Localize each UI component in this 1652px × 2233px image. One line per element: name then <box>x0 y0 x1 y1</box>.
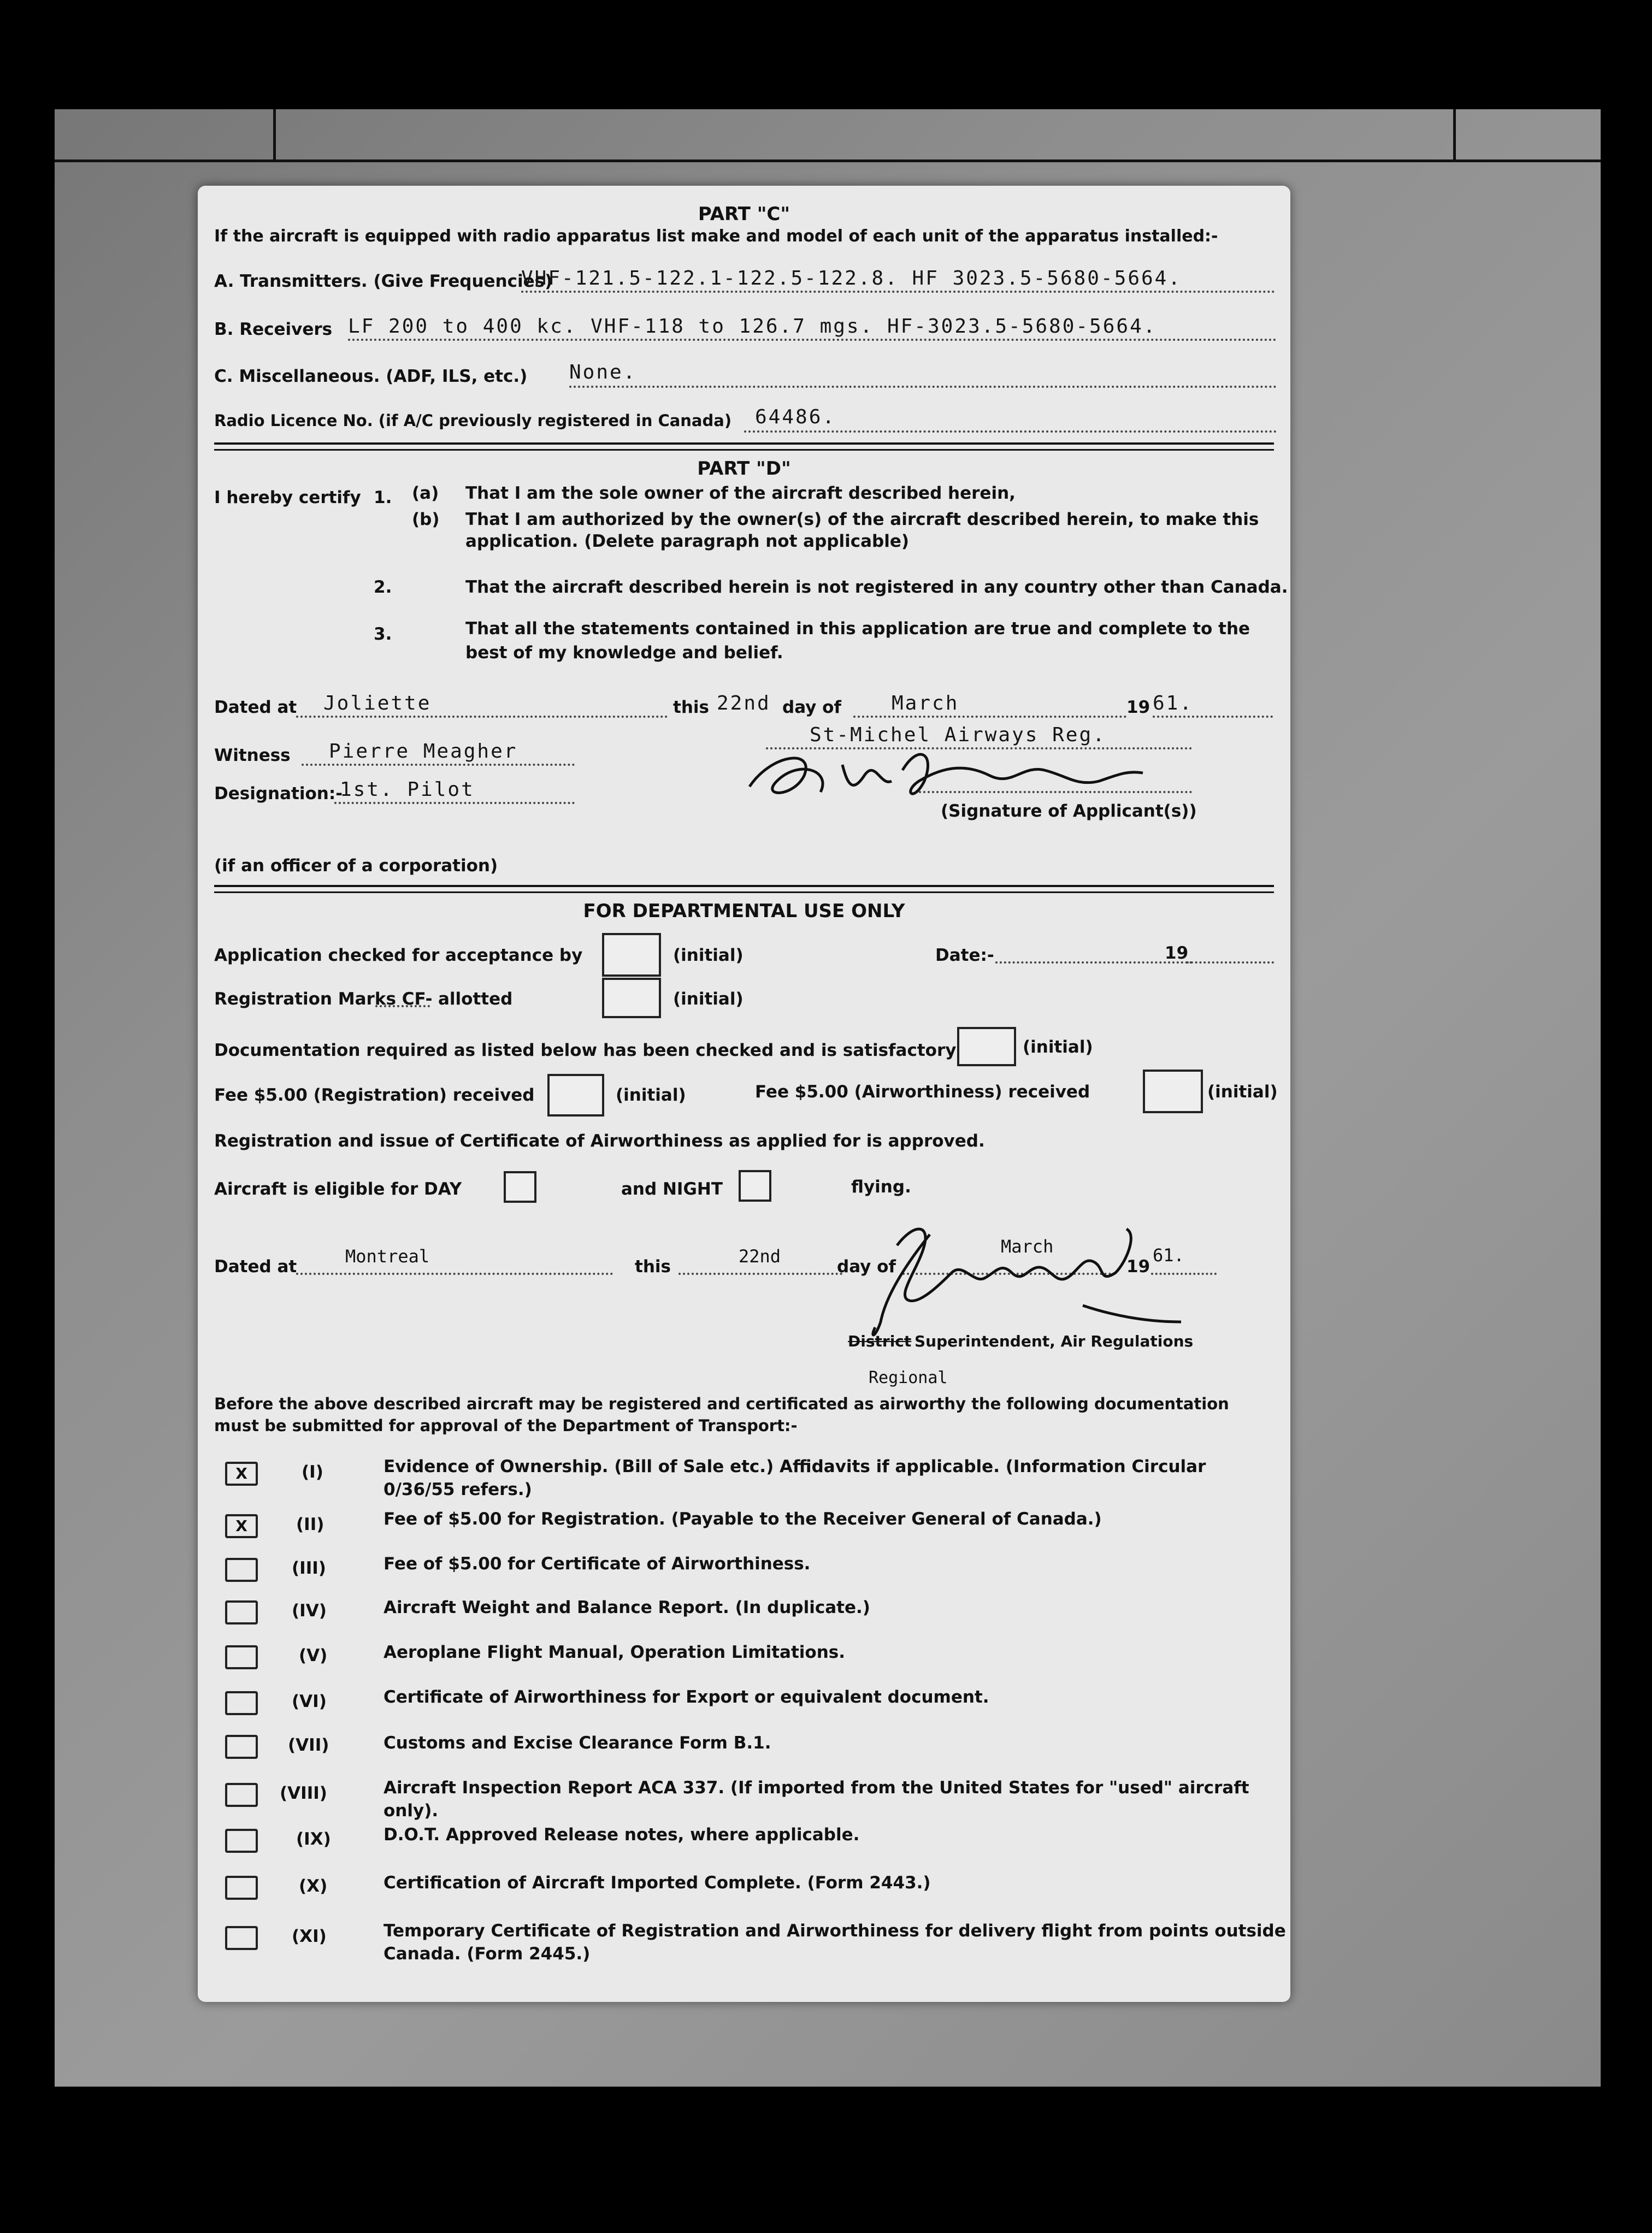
requirement-number: (VIII) <box>280 1783 327 1803</box>
dept-year-prefix: 19 <box>1126 1257 1150 1277</box>
receivers-line <box>348 339 1277 341</box>
requirement-text: Aircraft Inspection Report ACA 337. (If imported from the United States for "used" aircraft <box>384 1778 1249 1798</box>
requirement-text: Certification of Aircraft Imported Complete. (Form 2443.) <box>384 1873 931 1893</box>
item-3-text-cont: best of my knowledge and belief. <box>465 643 783 663</box>
requirement-text: Certificate of Airworthiness for Export or equivalent document. <box>384 1687 989 1707</box>
signature-line <box>919 791 1192 793</box>
dept-day-of-label: day of <box>837 1257 896 1277</box>
requirement-number: (VI) <box>292 1692 327 1711</box>
transmitters-value: VHF-121.5-122.1-122.5-122.8. HF 3023.5-5680-5664. <box>521 267 1182 290</box>
fee-airworthiness-initial-box[interactable] <box>1143 1070 1203 1113</box>
section-divider <box>214 449 1274 451</box>
requirement-checkbox[interactable] <box>225 1462 258 1486</box>
checked-label: Application checked for acceptance by <box>214 946 583 965</box>
requirement-checkbox[interactable] <box>225 1514 258 1538</box>
witness-line <box>302 764 575 766</box>
part-c-intro: If the aircraft is equipped with radio apparatus list make and model of each unit of the apparatus installed:- <box>214 227 1218 246</box>
requirement-text-cont: 0/36/55 refers.) <box>384 1480 532 1499</box>
requirement-number: (I) <box>302 1462 323 1482</box>
marks-line <box>375 1005 430 1007</box>
fee-registration-label: Fee $5.00 (Registration) received <box>214 1085 535 1105</box>
requirement-text: Fee of $5.00 for Certificate of Airworthiness. <box>384 1554 811 1574</box>
receivers-value: LF 200 to 400 kc. VHF-118 to 126.7 mgs. HF-3023.5-5680-5664. <box>348 315 1157 338</box>
requirement-number: (X) <box>299 1876 328 1896</box>
requirement-checkbox[interactable] <box>225 1691 258 1715</box>
date-line <box>995 961 1192 964</box>
documentation-initial-box[interactable] <box>957 1027 1016 1066</box>
requirement-text: Aeroplane Flight Manual, Operation Limitations. <box>384 1643 846 1662</box>
day-value: 22nd <box>717 692 771 714</box>
requirement-checkbox[interactable] <box>225 1876 258 1900</box>
requirement-text: Fee of $5.00 for Registration. (Payable to the Receiver General of Canada.) <box>384 1509 1102 1529</box>
requirements-intro: Before the above described aircraft may be registered and certificated as airworthy the following documentation <box>214 1395 1229 1413</box>
checked-initial-label: (initial) <box>673 946 744 965</box>
requirement-checkbox[interactable] <box>225 1558 258 1582</box>
date-year-prefix: 19 <box>1165 943 1189 963</box>
requirement-text: Customs and Excise Clearance Form B.1. <box>384 1733 771 1753</box>
item-1-marker: 1. <box>374 488 392 507</box>
requirement-checkbox[interactable] <box>225 1735 258 1759</box>
year-value: 61. <box>1153 692 1194 714</box>
departmental-heading: FOR DEPARTMENTAL USE ONLY <box>583 900 905 922</box>
requirement-text: Temporary Certificate of Registration and Airworthiness for delivery flight from points outside <box>384 1921 1286 1941</box>
dept-this-label: this <box>635 1257 671 1277</box>
this-label: this <box>673 698 709 717</box>
licence-line <box>744 430 1277 433</box>
superintendent-signature <box>744 1213 1192 1344</box>
year-line <box>1153 716 1273 718</box>
marks-label: Registration Marks CF- <box>214 989 433 1009</box>
requirement-number: (II) <box>296 1515 324 1534</box>
dept-day-value: 22nd <box>739 1246 781 1267</box>
item-b-text: That I am authorized by the owner(s) of the aircraft described herein, to make this <box>465 510 1259 529</box>
fee-airworthiness-label: Fee $5.00 (Airworthiness) received <box>755 1082 1090 1102</box>
section-divider <box>214 442 1274 445</box>
officer-note: (if an officer of a corporation) <box>214 856 498 876</box>
marks-initial-label: (initial) <box>673 989 744 1009</box>
item-a-marker: (a) <box>412 483 439 503</box>
check-mark: X <box>235 1517 247 1535</box>
microfilm-frame-border <box>55 109 1601 162</box>
application-form-page <box>198 186 1290 2002</box>
signature-label: (Signature of Applicant(s)) <box>941 801 1197 821</box>
month-line <box>853 716 1126 718</box>
eligible-night-label: and NIGHT <box>621 1179 723 1199</box>
superintendent-label: Superintendent, Air Regulations <box>914 1332 1194 1350</box>
approved-statement: Registration and issue of Certificate of Airworthiness as applied for is approved. <box>214 1131 985 1151</box>
requirement-checkbox[interactable] <box>225 1783 258 1807</box>
requirement-text: Aircraft Weight and Balance Report. (In duplicate.) <box>384 1598 870 1617</box>
designation-label: Designation:- <box>214 784 343 804</box>
transmitters-line <box>521 291 1275 293</box>
item-2-text: That the aircraft described herein is not registered in any country other than Canada. <box>465 577 1288 597</box>
fee-registration-initial-label: (initial) <box>616 1085 686 1105</box>
item-b-text-cont: application. (Delete paragraph not applicable) <box>465 531 910 551</box>
designation-line <box>334 802 575 804</box>
requirement-text: D.O.T. Approved Release notes, where applicable. <box>384 1825 860 1845</box>
designation-value: 1st. Pilot <box>340 778 475 801</box>
part-c-heading: PART "C" <box>698 203 790 225</box>
witness-value: Pierre Meagher <box>329 740 518 763</box>
dept-dated-at-line <box>296 1273 613 1275</box>
marks-allotted-label: allotted <box>438 989 513 1009</box>
requirement-text-cont: Canada. (Form 2445.) <box>384 1944 591 1964</box>
struck-word: District <box>848 1332 912 1350</box>
requirement-number: (V) <box>299 1646 328 1665</box>
licence-value: 64486. <box>755 406 836 428</box>
documentation-label: Documentation required as listed below has been checked and is satisfactory <box>214 1041 957 1060</box>
check-mark: X <box>235 1464 247 1482</box>
item-3-marker: 3. <box>374 624 392 644</box>
transmitters-label: A. Transmitters. (Give Frequencies) <box>214 271 553 291</box>
item-2-marker: 2. <box>374 577 392 597</box>
item-b-marker: (b) <box>412 510 440 529</box>
requirement-number: (VII) <box>288 1735 329 1755</box>
requirement-text-cont: only). <box>384 1801 439 1821</box>
requirement-number: (IV) <box>292 1601 327 1621</box>
fee-airworthiness-initial-label: (initial) <box>1207 1082 1278 1102</box>
requirement-checkbox[interactable] <box>225 1600 258 1624</box>
certify-label: I hereby certify <box>214 488 361 507</box>
marks-initial-box[interactable] <box>602 978 661 1018</box>
checked-initial-box[interactable] <box>602 933 661 977</box>
requirement-checkbox[interactable] <box>225 1645 258 1669</box>
dept-year-value: 61. <box>1153 1245 1184 1266</box>
requirements-intro-cont: must be submitted for approval of the Department of Transport:- <box>214 1416 798 1435</box>
dept-dated-at-value: Montreal <box>345 1246 430 1267</box>
witness-label: Witness <box>214 746 291 765</box>
licence-label: Radio Licence No. (if A/C previously registered in Canada) <box>214 411 732 430</box>
requirement-number: (XI) <box>292 1927 327 1946</box>
requirement-number: (III) <box>292 1558 326 1578</box>
dated-at-label: Dated at <box>214 698 297 717</box>
misc-label: C. Miscellaneous. (ADF, ILS, etc.) <box>214 367 528 386</box>
dept-month-value: March <box>1001 1236 1054 1257</box>
night-checkbox[interactable] <box>739 1170 771 1202</box>
requirement-checkbox[interactable] <box>225 1829 258 1853</box>
requirement-number: (IX) <box>296 1829 331 1849</box>
company-name: St-Michel Airways Reg. <box>810 724 1106 746</box>
requirement-checkbox[interactable] <box>225 1926 258 1950</box>
requirement-text: Evidence of Ownership. (Bill of Sale etc.) Affidavits if applicable. (Information Circular <box>384 1457 1206 1476</box>
part-d-heading: PART "D" <box>697 458 791 480</box>
section-divider <box>214 885 1274 887</box>
dept-dated-at-label: Dated at <box>214 1257 297 1277</box>
documentation-initial-label: (initial) <box>1023 1037 1093 1057</box>
day-checkbox[interactable] <box>504 1171 536 1203</box>
month-value: March <box>892 692 959 714</box>
item-a-text: That I am the sole owner of the aircraft described herein, <box>465 483 1016 503</box>
misc-line <box>569 386 1277 388</box>
regional-label: Regional <box>869 1368 948 1387</box>
flying-label: flying. <box>851 1177 911 1197</box>
dated-at-line <box>296 716 668 718</box>
date-label: Date:- <box>935 946 994 965</box>
eligible-day-label: Aircraft is eligible for DAY <box>214 1179 462 1199</box>
receivers-label: B. Receivers <box>214 320 333 339</box>
section-divider <box>214 891 1274 893</box>
day-of-label: day of <box>782 698 841 717</box>
misc-value: None. <box>569 361 637 383</box>
item-3-text: That all the statements contained in this application are true and complete to the <box>465 619 1250 639</box>
dated-at-value: Joliette <box>323 692 432 714</box>
date-year-line <box>1187 961 1274 964</box>
year-prefix: 19 <box>1126 698 1150 717</box>
fee-registration-initial-box[interactable] <box>547 1074 604 1116</box>
